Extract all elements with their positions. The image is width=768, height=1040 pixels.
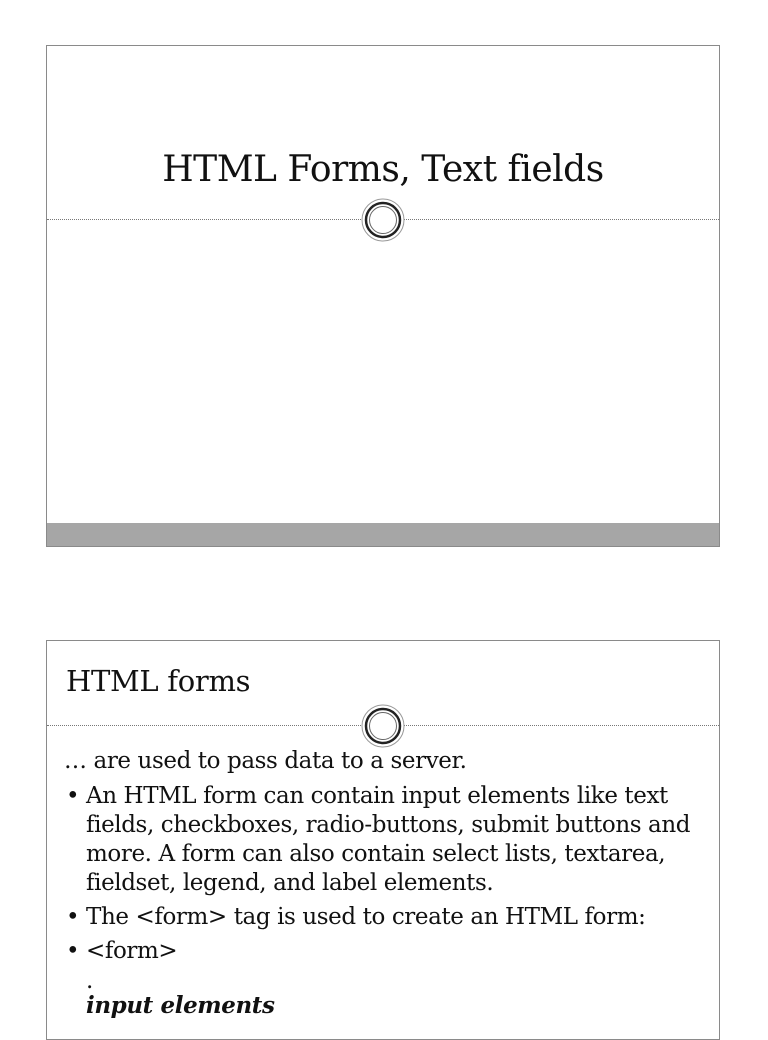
bullet-icon: • (66, 938, 80, 964)
title-slide (46, 45, 720, 547)
slide-body (64, 747, 703, 1020)
ring-ornament-icon (361, 198, 405, 242)
bullet-text: <form> (86, 938, 178, 964)
list-item (64, 903, 703, 932)
continuation-italic-text: input elements (86, 992, 275, 1019)
bullet-icon: • (66, 783, 80, 809)
list-item (64, 937, 703, 966)
slide-title: HTML Forms, Text fields (162, 149, 604, 190)
bullet-icon: • (66, 904, 80, 930)
content-slide (46, 640, 720, 1040)
bullet-text: The <form> tag is used to create an HTML form: (86, 904, 646, 930)
list-item (64, 782, 703, 898)
continuation-dot: . (86, 968, 93, 994)
bullet-text: An HTML form can contain input elements like text fields, checkboxes, radio-buttons, submit buttons and more. A form can also contain select lists, textarea, fieldset, legend, and label elements. (86, 783, 691, 896)
intro-text: … are used to pass data to a server. (64, 748, 467, 774)
slide-heading: HTML forms (66, 664, 251, 698)
ring-ornament-icon (361, 704, 405, 748)
footer-bar (47, 523, 719, 546)
bullet-list (64, 782, 703, 966)
